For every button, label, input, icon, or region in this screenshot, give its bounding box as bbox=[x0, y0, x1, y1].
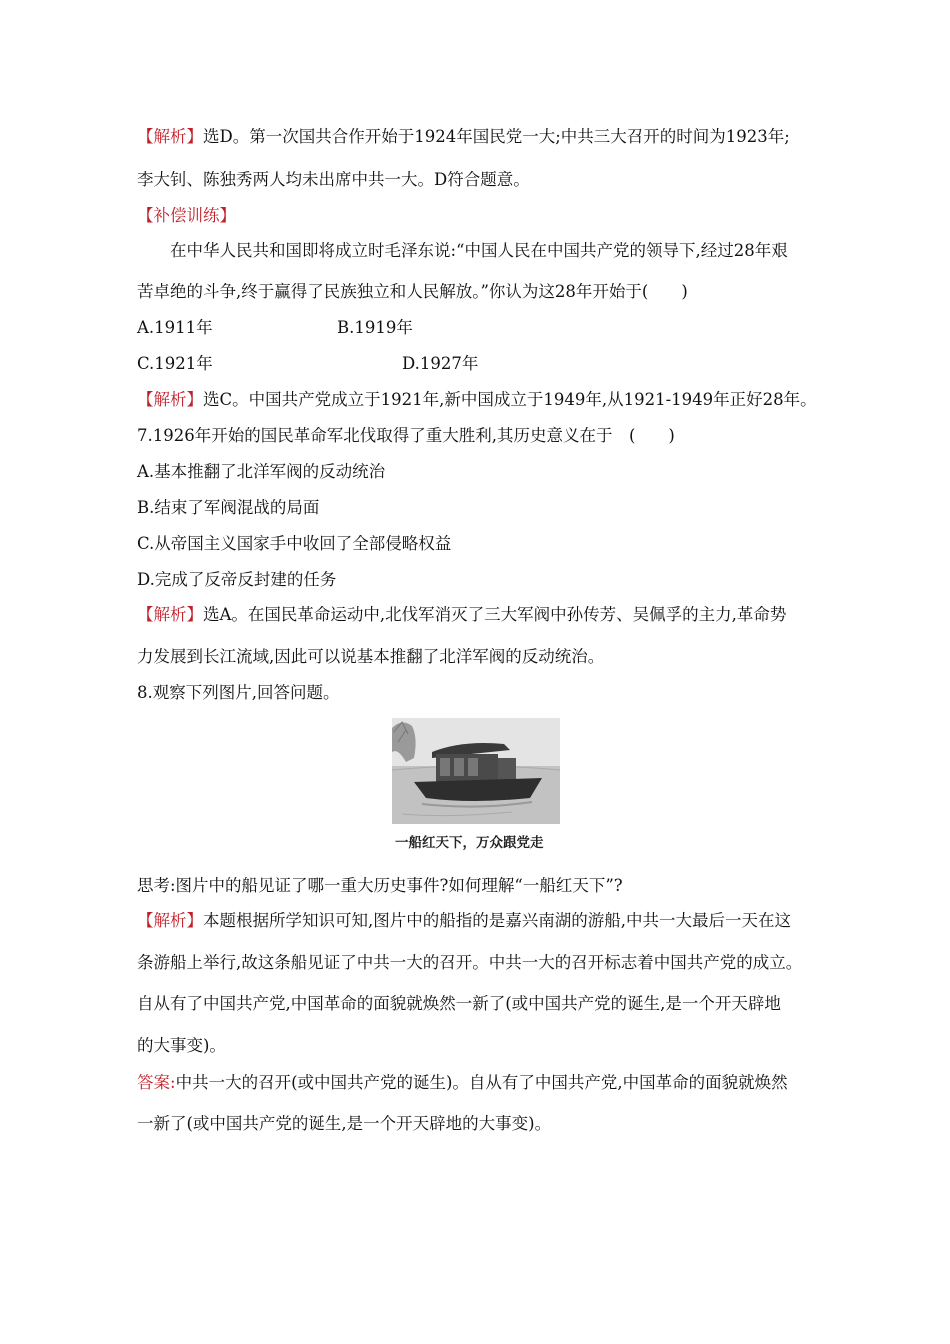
option-a: A.1911年 bbox=[137, 318, 213, 337]
analysis-tag: 【解析】 bbox=[137, 605, 203, 624]
question-7-option-a: A.基本推翻了北洋军阀的反动统治 bbox=[137, 462, 386, 481]
answer-line-2: 一新了(或中国共产党的诞生,是一个开天辟地的大事变)。 bbox=[137, 1114, 552, 1133]
analysis-line-6 bbox=[137, 910, 791, 932]
analysis-tag: 【解析】 bbox=[137, 127, 203, 146]
question-7-option-b: B.结束了军阀混战的局面 bbox=[137, 498, 320, 517]
analysis-line-7: 条游船上举行,故这条船见证了中共一大的召开。中共一大的召开标志着中国共产党的成立。 bbox=[137, 953, 803, 972]
option-b: B.1919年 bbox=[337, 318, 413, 337]
analysis-line-2: 李大钊、陈独秀两人均未出席中共一大。D符合题意。 bbox=[137, 170, 530, 189]
analysis-line-3 bbox=[137, 389, 817, 411]
question-stem-line-1: 在中华人民共和国即将成立时毛泽东说:“中国人民在中国共产党的领导下,经过28年艰 bbox=[170, 241, 788, 260]
answer-tag: 答案: bbox=[137, 1073, 176, 1092]
think-question: 思考:图片中的船见证了哪一重大历史事件?如何理解“一船红天下”? bbox=[137, 876, 623, 895]
boat-photo bbox=[392, 718, 560, 824]
question-7-option-c: C.从帝国主义国家手中收回了全部侵略权益 bbox=[137, 534, 452, 553]
option-d: D.1927年 bbox=[402, 354, 479, 373]
analysis-tag: 【解析】 bbox=[137, 911, 203, 930]
analysis-line-8: 自从有了中国共产党,中国革命的面貌就焕然一新了(或中国共产党的诞生,是一个开天辟地 bbox=[137, 994, 781, 1013]
analysis-tag: 【解析】 bbox=[137, 390, 203, 409]
question-8: 8.观察下列图片,回答问题。 bbox=[137, 683, 340, 702]
answer-line-1 bbox=[137, 1072, 788, 1094]
analysis-text: 选C。中国共产党成立于1921年,新中国成立于1949年,从1921-1949年正好28年。 bbox=[203, 390, 817, 409]
question-7: 7.1926年开始的国民革命军北伐取得了重大胜利,其历史意义在于 ( ) bbox=[137, 426, 675, 445]
analysis-line-9: 的大事变)。 bbox=[137, 1036, 226, 1055]
question-7-option-d: D.完成了反帝反封建的任务 bbox=[137, 570, 337, 589]
option-c: C.1921年 bbox=[137, 354, 213, 373]
answer-text: 中共一大的召开(或中国共产党的诞生)。自从有了中国共产党,中国革命的面貌就焕然 bbox=[175, 1073, 788, 1092]
analysis-text: 选D。第一次国共合作开始于1924年国民党一大;中共三大召开的时间为1923年; bbox=[203, 127, 790, 146]
supplement-heading: 【补偿训练】 bbox=[137, 206, 236, 225]
figure-caption: 一船红天下，万众跟党走 bbox=[395, 835, 544, 851]
analysis-line-1 bbox=[137, 126, 790, 148]
boat-image-icon bbox=[392, 718, 560, 824]
analysis-text: 本题根据所学知识可知,图片中的船指的是嘉兴南湖的游船,中共一大最后一天在这 bbox=[203, 911, 791, 930]
analysis-line-4 bbox=[137, 604, 786, 626]
analysis-line-5: 力发展到长江流域,因此可以说基本推翻了北洋军阀的反动统治。 bbox=[137, 647, 605, 666]
analysis-text: 选A。在国民革命运动中,北伐军消灭了三大军阀中孙传芳、吴佩孚的主力,革命势 bbox=[203, 605, 787, 624]
question-stem-line-2: 苦卓绝的斗争,终于赢得了民族独立和人民解放。”你认为这28年开始于( ) bbox=[137, 282, 688, 301]
